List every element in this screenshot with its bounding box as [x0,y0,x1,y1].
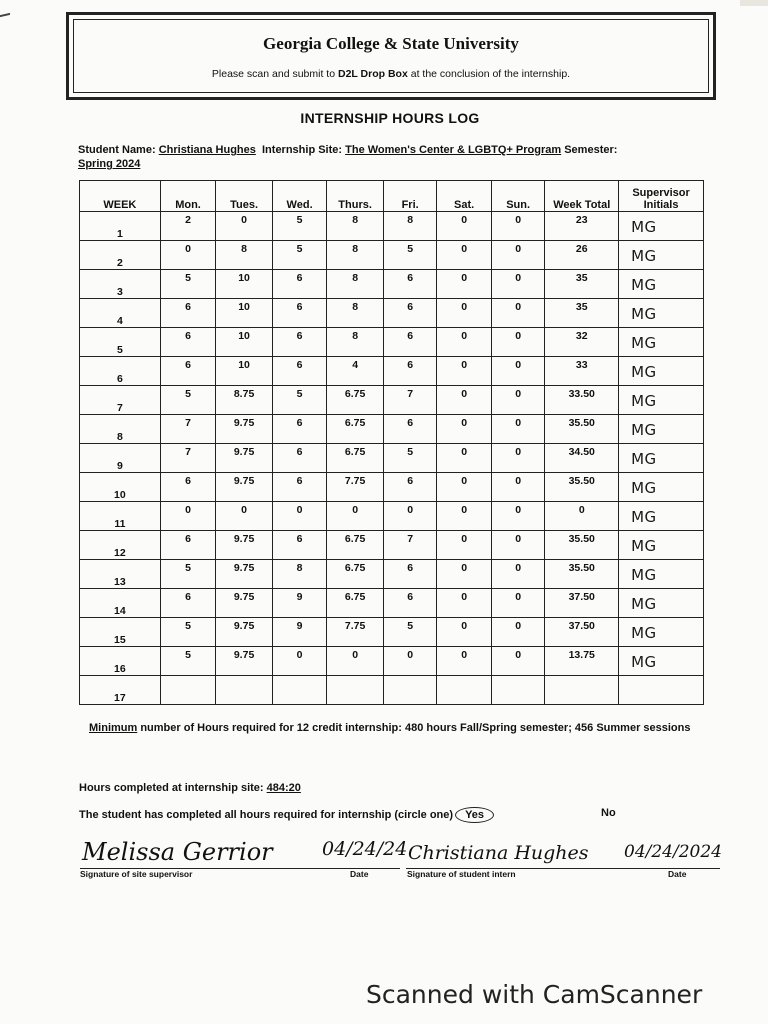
week-total: 33.50 [568,388,595,400]
hours-value: 5 [185,562,191,574]
week-total: 35.50 [568,533,595,545]
column-header: Wed. [272,181,327,212]
week-number: 5 [116,344,123,356]
hours-value: 2 [185,214,191,226]
hours-value: 6 [296,330,303,342]
hours-value: 6 [296,272,303,284]
student-signature: Christiana Hughes [408,842,589,864]
hours-value: 9.75 [233,475,255,487]
hours-value: 9.75 [233,446,255,458]
hours-value: 6 [296,475,303,487]
supervisor-initials: MG [631,218,657,236]
week-total: 37.50 [568,591,595,603]
supervisor-initials: MG [631,537,657,555]
column-header: Thurs. [327,181,384,212]
column-header: Week Total [545,181,619,212]
supervisor-initials: MG [631,624,657,642]
table-body [80,212,704,705]
hours-value: 0 [515,446,522,458]
hours-value: 8 [352,243,359,255]
table-row [80,618,704,647]
supervisor-initials: MG [631,247,657,265]
submission-instruction: Please scan and submit to D2L Drop Box at the conclusion of the internship. [211,68,571,80]
supervisor-initials: MG [631,508,657,526]
supervisor-initials: MG [631,334,657,352]
supervisor-initials: MG [631,595,657,613]
student-date-caption: Date [668,869,687,879]
hours-value: 4 [352,359,359,371]
hours-value: 5 [185,649,191,661]
hours-value: 6 [296,359,303,371]
hours-value: 5 [296,243,303,255]
university-name: Georgia College & State University [263,34,519,53]
hours-value: 6 [185,475,191,487]
scan-artifact [0,13,10,23]
hours-value: 9.75 [233,620,255,632]
hours-value: 5 [407,446,414,458]
column-header: Fri. [383,181,437,212]
week-number: 8 [116,431,123,443]
hours-value: 6.75 [344,446,366,458]
hours-value: 6.75 [344,533,366,545]
table-row [80,241,704,270]
hours-value: 7.75 [344,620,366,632]
table-row [80,270,704,299]
week-number: 15 [114,634,126,646]
hours-value: 6.75 [344,417,366,429]
hours-value: 0 [185,243,191,255]
hours-completed-value: 484:20 [266,782,301,794]
table-header-row [80,181,704,212]
hours-value: 5 [296,388,303,400]
week-total: 35 [575,301,588,313]
hours-value: 6 [185,359,191,371]
internship-site: The Women's Center & LGBTQ+ Program [345,144,562,156]
week-number: 14 [114,605,126,617]
hours-value: 0 [352,504,359,516]
table-row [80,589,704,618]
week-number: 16 [114,663,126,675]
hours-value: 8 [407,214,414,226]
table-row [80,531,704,560]
hours-value: 6 [407,272,414,284]
week-total: 33 [575,359,588,371]
hours-value: 0 [241,214,247,226]
hours-value: 7 [407,388,414,400]
hours-value: 8 [352,272,359,284]
column-header: Sun. [491,181,545,212]
hours-value: 6 [185,330,191,342]
table-row [80,328,704,357]
page-title: INTERNSHIP HOURS LOG [300,110,480,126]
hours-value: 0 [296,649,303,661]
table-row [80,212,704,241]
hours-value: 0 [515,272,522,284]
column-header: Supervisor Initials [619,181,704,212]
hours-value: 6.75 [344,562,366,574]
week-number: 1 [116,228,123,240]
supervisor-initials: MG [631,392,657,410]
hours-value: 0 [515,533,522,545]
hours-value: 6 [407,330,414,342]
hours-value: 0 [461,620,468,632]
hours-value: 0 [515,359,522,371]
week-number: 9 [116,460,123,472]
hours-value: 6 [407,591,414,603]
week-total: 37.50 [568,620,595,632]
hours-value: 8 [352,301,359,313]
hours-value: 9 [296,591,303,603]
drop-box-label: D2L Drop Box [337,68,408,80]
hours-value: 0 [352,649,359,661]
hours-value: 8 [241,243,247,255]
week-number: 6 [116,373,123,385]
week-total: 35 [575,272,588,284]
hours-value: 5 [407,243,414,255]
week-number: 4 [116,315,123,327]
hours-value: 0 [461,562,468,574]
supervisor-date: 04/24/24 [322,838,408,860]
supervisor-initials: MG [631,421,657,439]
table-row [80,444,704,473]
hours-value: 0 [461,649,468,661]
hours-value: 6 [407,475,414,487]
week-total: 34.50 [568,446,595,458]
hours-value: 6.75 [344,591,366,603]
hours-value: 6 [296,446,303,458]
week-number: 17 [114,692,126,704]
hours-value: 9 [296,620,303,632]
table-row [80,473,704,502]
supervisor-initials: MG [631,450,657,468]
week-number: 10 [114,489,126,501]
hours-value: 6 [296,301,303,313]
hours-value: 0 [515,301,522,313]
table-row [80,415,704,444]
hours-value: 0 [461,243,468,255]
hours-value: 0 [461,533,468,545]
hours-value: 9.75 [233,591,255,603]
student-name: Christiana Hughes [158,144,256,156]
hours-value: 7 [185,446,191,458]
hours-value: 0 [461,591,468,603]
week-total: 23 [575,214,588,226]
hours-value: 8 [352,214,359,226]
scanner-watermark: Scanned with CamScanner [366,980,703,1009]
supervisor-initials: MG [631,479,657,497]
week-number: 7 [116,402,123,414]
no-option: No [601,807,616,819]
hours-value: 8 [296,562,303,574]
supervisor-initials: MG [631,363,657,381]
hours-value: 6 [407,562,414,574]
hours-value: 0 [461,388,468,400]
hours-value: 0 [461,330,468,342]
hours-value: 0 [515,214,522,226]
hours-value: 0 [515,649,522,661]
hours-value: 10 [238,272,250,284]
table-row [80,676,704,705]
supervisor-initials: MG [631,653,657,671]
week-number: 11 [114,518,126,530]
hours-value: 9.75 [233,417,255,429]
hours-value: 0 [461,359,468,371]
hours-value: 6 [407,417,414,429]
hours-value: 0 [515,562,522,574]
table-row [80,647,704,676]
week-total: 32 [575,330,588,342]
hours-value: 0 [515,243,522,255]
hours-value: 9.75 [233,649,255,661]
table-row [80,386,704,415]
hours-value: 6 [407,359,414,371]
supervisor-date-caption: Date [350,869,369,879]
hours-value: 0 [241,504,247,516]
hours-value: 0 [515,504,522,516]
hours-value: 6 [185,533,191,545]
hours-value: 7 [407,533,414,545]
hours-value: 0 [407,504,414,516]
hours-value: 10 [238,359,250,371]
hours-value: 7.75 [344,475,366,487]
scan-artifact [740,0,768,6]
hours-value: 6 [296,533,303,545]
hours-value: 5 [185,272,191,284]
hours-value: 0 [185,504,191,516]
hours-value: 0 [515,620,522,632]
column-header: WEEK [80,181,161,212]
hours-value: 0 [461,446,468,458]
hours-value: 0 [461,214,468,226]
hours-value: 7 [185,417,191,429]
hours-value: 0 [461,475,468,487]
week-number: 2 [116,257,123,269]
hours-value: 0 [461,417,468,429]
hours-value: 0 [515,330,522,342]
hours-value: 10 [238,330,250,342]
hours-value: 8.75 [233,388,255,400]
table-row [80,357,704,386]
hours-value: 6.75 [344,388,366,400]
hours-value: 5 [296,214,303,226]
hours-value: 6 [185,301,191,313]
column-header: Mon. [160,181,216,212]
week-number: 3 [116,286,123,298]
student-date: 04/24/2024 [624,842,722,862]
hours-value: 6 [407,301,414,313]
hours-value: 8 [352,330,359,342]
semester: Spring 2024 [78,158,141,170]
hours-value: 0 [515,591,522,603]
table-row [80,502,704,531]
hours-value: 10 [238,301,250,313]
hours-value: 0 [407,649,414,661]
week-total: 35.50 [568,417,595,429]
hours-table [79,180,704,705]
hours-value: 0 [515,388,522,400]
column-header: Tues. [216,181,273,212]
hours-value: 9.75 [233,562,255,574]
supervisor-initials: MG [631,276,657,294]
hours-value: 9.75 [233,533,255,545]
supervisor-initials: MG [631,305,657,323]
week-total: 26 [575,243,588,255]
hours-value: 0 [461,301,468,313]
hours-value: 0 [296,504,303,516]
student-info: Student Name: Christiana Hughes Internship Site: The Women's Center & LGBTQ+ Program Semester: Spring 2024 [78,144,618,170]
hours-value: 6 [185,591,191,603]
column-header: Sat. [437,181,492,212]
hours-value: 0 [515,475,522,487]
week-total: 0 [578,504,585,516]
week-number: 13 [114,576,126,588]
completion-question: The student has completed all hours required for internship (circle one) Yes [79,807,494,823]
supervisor-caption: Signature of site supervisor [80,869,193,879]
hours-value: 0 [461,272,468,284]
hours-value: 0 [515,417,522,429]
week-number: 12 [114,547,126,559]
student-caption: Signature of student intern [407,869,516,879]
table-row [80,560,704,589]
week-total: 13.75 [568,649,595,661]
header-box [66,12,716,100]
hours-value: 5 [407,620,414,632]
hours-value: 6 [296,417,303,429]
table-row [80,299,704,328]
minimum-hours-note: Minimum number of Hours required for 12 credit internship: 480 hours Fall/Spring semester; 456 Summer sessions [89,722,691,734]
supervisor-initials: MG [631,566,657,584]
week-total: 35.50 [568,562,595,574]
hours-value: 0 [461,504,468,516]
yes-option-circled: Yes [455,807,494,823]
hours-value: 5 [185,620,191,632]
hours-value: 5 [185,388,191,400]
hours-completed: Hours completed at internship site: 484:20 [79,782,301,794]
supervisor-signature: Melissa Gerrior [82,838,273,866]
week-total: 35.50 [568,475,595,487]
